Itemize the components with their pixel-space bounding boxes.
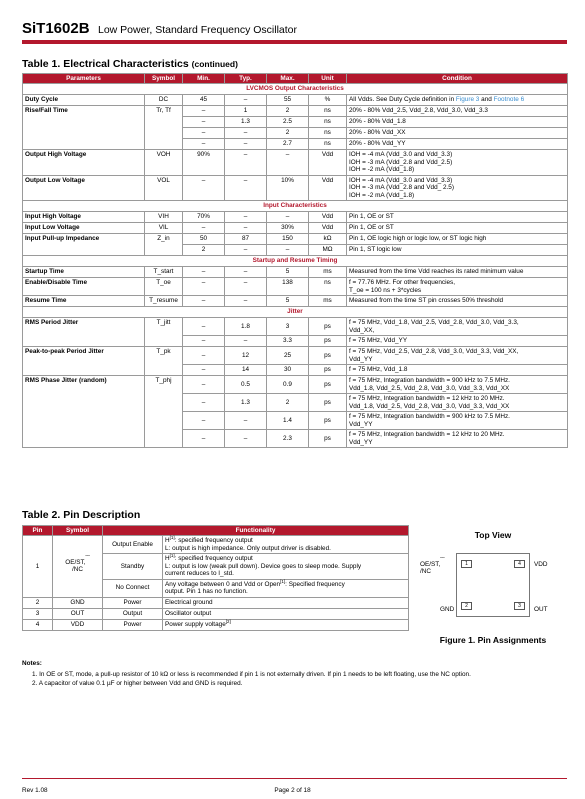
table-row: RMS Period Jitter T_jitt – 1.8 3 ps f = 75 MHz, Vdd_1.8, Vdd_2.5, Vdd_2.8, Vdd_3.0, Vdd_3.3, Vdd_XX, <box>23 318 568 336</box>
notes-title: Notes: <box>22 660 42 667</box>
table-row: – 1.3 2 ps f = 75 MHz, Integration bandwidth = 12 kHz to 20 MHz. Vdd_1.8, Vdd_2.5, Vdd_2.8, Vdd_3.0, Vdd_3.3, Vdd_XX <box>23 394 568 412</box>
top-view-label: Top View <box>474 530 512 540</box>
footnote-6-link[interactable]: Footnote 6 <box>493 96 525 104</box>
section-row: Startup and Resume Timing <box>23 256 568 267</box>
table-row: Resume Time T_resume – – 5 ms Measured from the time ST pin crosses 50% threshold <box>23 296 568 307</box>
table-row: 2 GND Power Electrical ground <box>23 597 409 608</box>
pin-assignment-figure <box>418 530 568 650</box>
table-row: Input Pull-up Impedance Z_in 50 87 150 kΩ Pin 1, OE logic high or logic low, or ST logic high <box>23 234 568 245</box>
col-unit: Unit <box>309 74 347 84</box>
col-functionality: Functionality <box>103 526 409 536</box>
table-row: – – 1.4 ps f = 75 MHz, Integration bandwidth = 900 kHz to 7.5 MHz. Vdd_YY <box>23 412 568 430</box>
table-row: Input High Voltage VIH 70% – – Vdd Pin 1, OE or ST <box>23 212 568 223</box>
pin3-label: OUT <box>534 606 548 613</box>
table-row: 3 OUT Output Oscillator output <box>23 608 409 619</box>
col-min: Min. <box>183 74 225 84</box>
col-condition: Condition <box>347 74 568 84</box>
note-1: 1. In OE or ST, mode, a pull-up resistor of 10 kΩ or less is recommended if pin 1 is not externally driven. If pin 1 needs to be left floating, use the NC option. <box>32 671 471 678</box>
pin4-label: VDD <box>534 561 548 568</box>
table-header-row <box>23 526 409 536</box>
table-row: Duty Cycle DC 45 – 55 % All Vdds. See Duty Cycle definition in Figure 3 and Footnote 6 <box>23 95 568 106</box>
electrical-characteristics-table <box>22 73 568 448</box>
table-row: Standby H[1]: specified frequency output L: output is low (weak pull down). Device goes to sleep mode. Supply current reduces to I_std. <box>23 554 409 580</box>
table-row: – 14 30 ps f = 75 MHz, Vdd_1.8 <box>23 365 568 376</box>
pad-1: 1 <box>461 560 472 568</box>
table-row: Input Low Voltage VIL – – 30% Vdd Pin 1, OE or ST <box>23 223 568 234</box>
page-subtitle: Low Power, Standard Frequency Oscillator <box>98 24 298 36</box>
pin-description-table <box>22 525 409 631</box>
table-row: Peak-to-peak Period Jitter T_pk – 12 25 ps f = 75 MHz, Vdd_2.5, Vdd_2.8, Vdd_3.0, Vdd_3.3, Vdd_XX, Vdd_YY <box>23 347 568 365</box>
table-row: 2 – – MΩ Pin 1, ST logic low <box>23 245 568 256</box>
col-pin: Pin <box>23 526 53 536</box>
table-header-row <box>23 74 568 84</box>
table-row: No Connect Any voltage between 0 and Vdd or Open[1]: Specified frequency output. Pin 1 has no function. <box>23 579 409 597</box>
header-rule <box>22 40 567 44</box>
table-row: Startup Time T_start – – 5 ms Measured from the time Vdd reaches its rated minimum value <box>23 267 568 278</box>
col-max: Max. <box>267 74 309 84</box>
page-header <box>22 20 567 38</box>
brand-name: SiT1602B <box>22 20 90 37</box>
section-row: Input Characteristics <box>23 201 568 212</box>
table-row: RMS Phase Jitter (random) T_phj – 0.5 0.9 ps f = 75 MHz, Integration bandwidth = 900 kHz to 7.5 MHz. Vdd_1.8, Vdd_2.5, Vdd_2.8, Vdd_3.0, Vdd_3.3, Vdd_XX <box>23 376 568 394</box>
table-row: 1 OE/ST,‾‾ /NC Output Enable H[1]: specified frequency output L: output is high impedance. Only output driver is disabled. <box>23 536 409 554</box>
col-symbol: Symbol <box>53 526 103 536</box>
pad-2: 2 <box>461 602 472 610</box>
table-row: – – 2 ns 20% - 80% Vdd_XX <box>23 128 568 139</box>
table-row: 4 VDD Power Power supply voltage[2] <box>23 619 409 630</box>
table-row: – 1.3 2.5 ns 20% - 80% Vdd_1.8 <box>23 117 568 128</box>
page-number: Page 2 of 18 <box>274 787 311 794</box>
table1-title: Table 1. Electrical Characteristics (continued) <box>22 58 238 70</box>
table2-title: Table 2. Pin Description <box>22 509 141 521</box>
col-symbol: Symbol <box>145 74 183 84</box>
table-row: Output Low Voltage VOL – – 10% Vdd IOH = -4 mA (Vdd_3.0 and Vdd_3.3) IOH = -3 mA (Vdd_2.8 and Vdd_ 2.5) IOH = -2 mA (Vdd_1.8) <box>23 175 568 201</box>
notes-section <box>22 659 567 688</box>
section-row: Jitter <box>23 307 568 318</box>
table-row: Enable/Disable Time T_oe – – 138 ns f = 77.76 MHz. For other frequencies, T_oe = 100 ns + 3*cycles <box>23 278 568 296</box>
revision-label: Rev 1.08 <box>22 787 48 794</box>
pin2-label: GND <box>440 606 455 613</box>
footer-rule <box>22 778 567 779</box>
section-row: LVCMOS Output Characteristics <box>23 84 568 95</box>
note-2: 2. A capacitor of value 0.1 µF or higher between Vdd and GND is required. <box>32 680 243 687</box>
col-typ: Typ. <box>225 74 267 84</box>
figure-caption: Figure 1. Pin Assignments <box>439 635 547 645</box>
col-parameters: Parameters <box>23 74 145 84</box>
chip-package-icon <box>456 553 530 617</box>
table-row: Output High Voltage VOH 90% – – Vdd IOH = -4 mA (Vdd_3.0 and Vdd_3.3) IOH = -3 mA (Vdd_2.8 and Vdd_2.5) IOH = -2 mA (Vdd_1.8) <box>23 150 568 176</box>
figure-3-link[interactable]: Figure 3 <box>455 96 480 104</box>
table-row: – – 3.3 ps f = 75 MHz, Vdd_YY <box>23 336 568 347</box>
table-row: – – 2.7 ns 20% - 80% Vdd_YY <box>23 139 568 150</box>
pad-3: 3 <box>514 602 525 610</box>
table-row: Rise/Fall Time Tr, Tf – 1 2 ns 20% - 80% Vdd_2.5, Vdd_2.8, Vdd_3.0, Vdd_3.3 <box>23 106 568 117</box>
table-row: – – 2.3 ps f = 75 MHz, Integration bandwidth = 12 kHz to 20 MHz. Vdd_YY <box>23 430 568 448</box>
pin1-label: OE/ST,‾‾ /NC <box>420 557 445 575</box>
pad-4: 4 <box>514 560 525 568</box>
